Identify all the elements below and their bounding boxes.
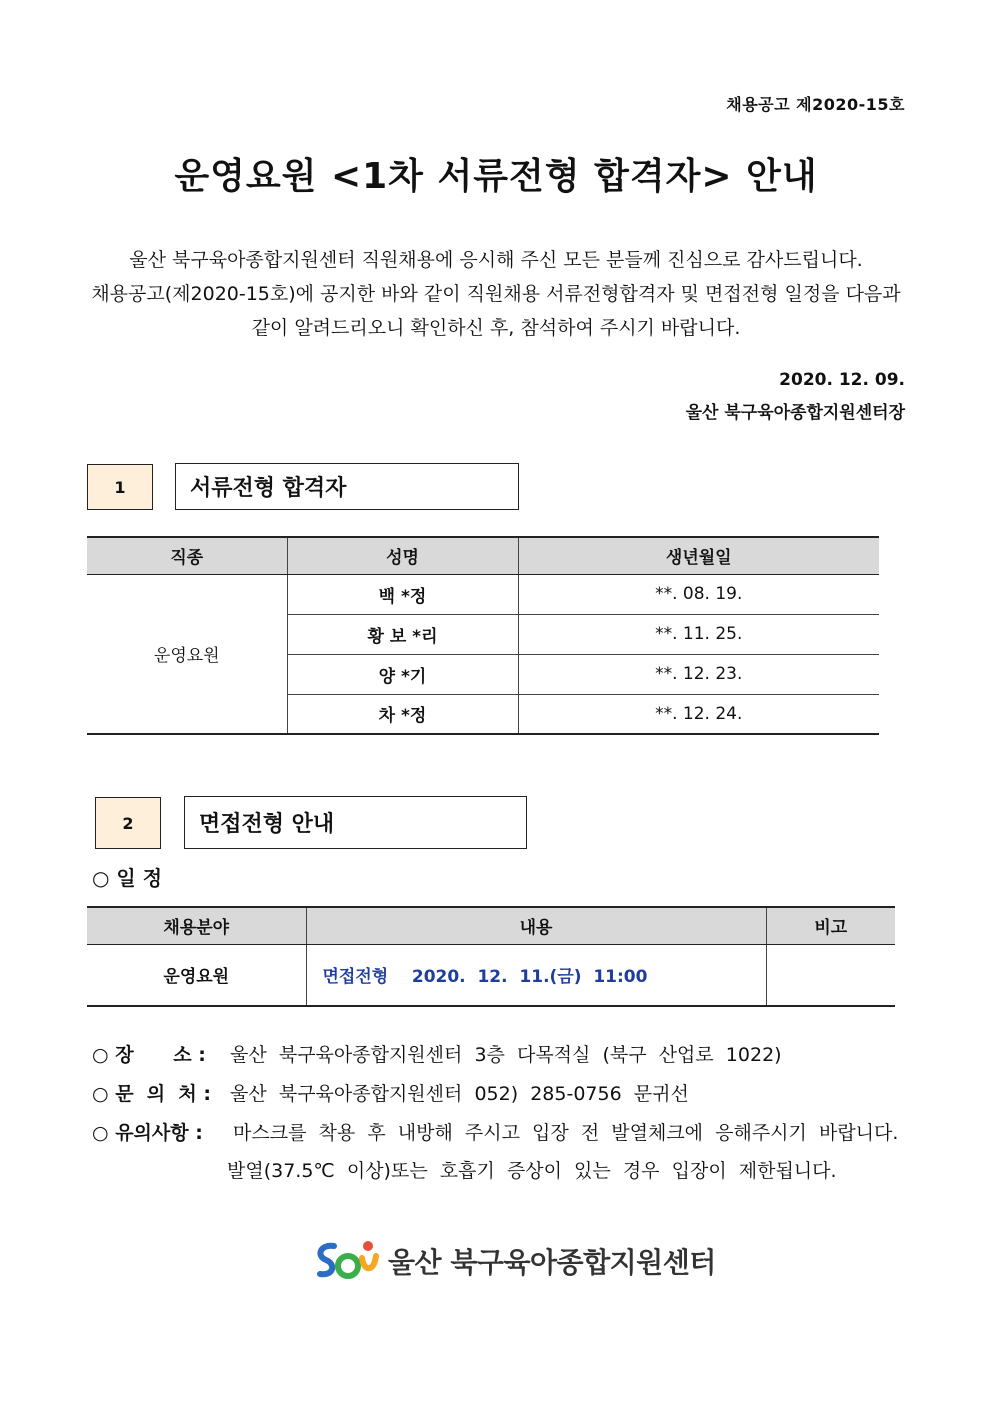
header-note: 비고 bbox=[766, 907, 895, 944]
note-cell bbox=[766, 944, 895, 1006]
header-name: 성명 bbox=[287, 537, 518, 574]
issue-date: 2020. 12. 09. bbox=[779, 370, 905, 390]
applicant-name: 차 *정 bbox=[287, 694, 518, 734]
place-info bbox=[92, 1040, 782, 1067]
intro-line-3: 같이 알려드리오니 확인하신 후, 참석하여 주시기 바랍니다. bbox=[251, 317, 741, 339]
contact-label: ○ 문 의 처 : bbox=[92, 1083, 211, 1105]
applicant-birthdate: **. 08. 19. bbox=[518, 574, 879, 614]
center-logo-text: 울산 북구육아종합지원센터 bbox=[388, 1246, 716, 1279]
caution-info bbox=[92, 1118, 898, 1145]
applicant-name: 백 *정 bbox=[287, 574, 518, 614]
caution-label: ○ 유의사항 : bbox=[92, 1122, 203, 1144]
intro-line-2: 채용공고(제2020-15호)에 공지한 바와 같이 직원채용 서류전형합격자 및 면접전형 일정을 다음과 bbox=[91, 283, 901, 305]
applicant-name: 양 *기 bbox=[287, 654, 518, 694]
contact-value: 울산 북구육아종합지원센터 052) 285-0756 문귀선 bbox=[230, 1083, 689, 1105]
page-title: 운영요원 <1차 서류전형 합격자> 안내 bbox=[174, 156, 818, 197]
caution-line-2: 발열(37.5℃ 이상)또는 호흡기 증상이 있는 경우 입장이 제한됩니다. bbox=[227, 1160, 837, 1182]
contact-info bbox=[92, 1079, 689, 1106]
place-value: 울산 북구육아종합지원센터 3층 다목적실 (북구 산업로 1022) bbox=[230, 1044, 782, 1066]
caution-line-1: 마스크를 착용 후 내방해 주시고 입장 전 발열체크에 응해주시기 바랍니다. bbox=[233, 1122, 899, 1144]
header-content: 내용 bbox=[306, 907, 766, 944]
job-type-cell: 운영요원 bbox=[87, 574, 287, 734]
interview-schedule-table bbox=[87, 906, 895, 1007]
applicant-name: 황 보 *리 bbox=[287, 614, 518, 654]
intro-line-1: 울산 북구육아종합지원센터 직원채용에 응시해 주신 모든 분들께 진심으로 감사드립니다. bbox=[129, 249, 863, 271]
section-1-number: 1 bbox=[87, 464, 153, 510]
center-logo bbox=[312, 1238, 716, 1284]
header-job-type: 직종 bbox=[87, 537, 287, 574]
applicant-birthdate: **. 12. 23. bbox=[518, 654, 879, 694]
table-row bbox=[87, 944, 895, 1006]
passed-applicants-table bbox=[87, 536, 879, 735]
place-label: ○ 장 소 : bbox=[92, 1044, 206, 1066]
applicant-birthdate: **. 11. 25. bbox=[518, 614, 879, 654]
intro-paragraph bbox=[80, 243, 912, 345]
applicant-birthdate: **. 12. 24. bbox=[518, 694, 879, 734]
issuer-name: 울산 북구육아종합지원센터장 bbox=[685, 403, 905, 423]
section-1-title: 서류전형 합격자 bbox=[175, 463, 519, 510]
section-2-number: 2 bbox=[95, 797, 161, 849]
header-birthdate: 생년월일 bbox=[518, 537, 879, 574]
header-field: 채용분야 bbox=[87, 907, 306, 944]
notice-number: 채용공고 제2020-15호 bbox=[726, 95, 905, 114]
center-logo-icon bbox=[312, 1238, 382, 1284]
schedule-label: ○ 일 정 bbox=[92, 866, 163, 890]
field-cell: 운영요원 bbox=[87, 944, 306, 1006]
table-row bbox=[87, 574, 879, 614]
content-cell: 면접전형 2020. 12. 11.(금) 11:00 bbox=[306, 944, 766, 1006]
section-2-title: 면접전형 안내 bbox=[184, 796, 527, 849]
